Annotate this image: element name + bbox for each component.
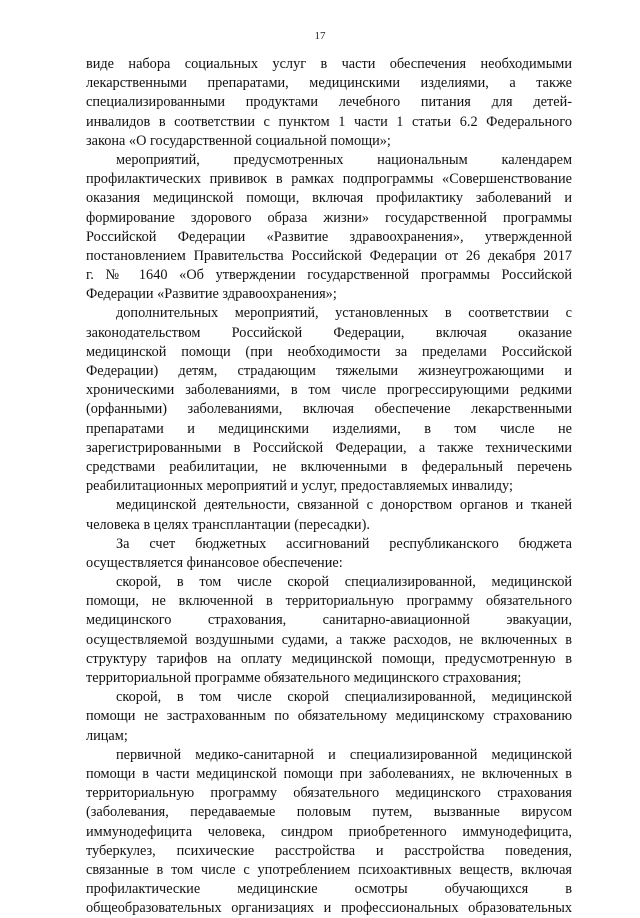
- text-line: реабилитационных мероприятий и услуг, предоставляемых инвалиду;: [86, 478, 513, 495]
- text-line: туберкулез, психические расстройства и расстройства поведения,: [86, 842, 572, 859]
- text-line: скорой, в том числе скорой специализированной, медицинской: [116, 574, 572, 591]
- text-line: осуществляемой воздушными судами, а также расходов, не включенных в: [86, 631, 572, 648]
- text-line: специализированными продуктами лечебного питания для детей-: [86, 94, 572, 111]
- text-line: скорой, в том числе скорой специализированной, медицинской: [116, 689, 572, 706]
- text-line: человека в целях трансплантации (пересадки).: [86, 516, 370, 533]
- text-line: формирование здорового образа жизни» государственной программы: [86, 209, 572, 226]
- text-line: осуществляется финансовое обеспечение:: [86, 554, 343, 571]
- text-line: оказания медицинской помощи, включая профилактику заболеваний и: [86, 190, 572, 207]
- text-line: закона «О государственной социальной помощи»;: [86, 132, 391, 149]
- text-line: лицам;: [86, 727, 128, 744]
- text-line: инвалидов в соответствии с пунктом 1 части 1 статьи 6.2 Федерального: [86, 113, 572, 130]
- text-line: г. № 1640 «Об утверждении государственной программы Российской: [86, 267, 572, 284]
- text-line: средствами реабилитации, не включенными в федеральный перечень: [86, 458, 572, 475]
- text-line: (заболевания, передаваемые половым путем, вызванные вирусом: [86, 804, 572, 821]
- text-line: первичной медико-санитарной и специализированной медицинской: [116, 746, 572, 763]
- text-line: постановлением Правительства Российской Федерации от 26 декабря 2017: [86, 247, 572, 264]
- text-line: За счет бюджетных ассигнований республиканского бюджета: [116, 535, 572, 552]
- text-line: помощи не застрахованным по обязательному медицинскому страхованию: [86, 708, 572, 725]
- text-line: структуру тарифов на оплату медицинской помощи, предусмотренную в: [86, 650, 572, 667]
- text-line: (орфанными) заболеваниями, включая обеспечение лекарственными: [86, 401, 572, 418]
- text-line: препаратами и медицинскими изделиями, в том числе не: [86, 420, 572, 437]
- text-line: дополнительных мероприятий, установленных в соответствии с: [116, 305, 572, 322]
- text-line: зарегистрированными в Российской Федерации, а также техническими: [86, 439, 572, 456]
- text-line: лекарственными препаратами, медицинскими изделиями, а также: [86, 75, 572, 92]
- text-line: виде набора социальных услуг в части обеспечения необходимыми: [86, 56, 572, 72]
- text-line: законодательством Российской Федерации, включая оказание: [86, 324, 572, 341]
- text-line: Федерации «Развитие здравоохранения»;: [86, 286, 337, 303]
- text-line: мероприятий, предусмотренных национальным календарем: [116, 151, 572, 168]
- text-line: Федерации) детям, страдающим тяжелыми жизнеугрожающими и: [86, 363, 572, 379]
- text-line: иммунодефицита человека, синдром приобретенного иммунодефицита,: [86, 823, 572, 840]
- text-line: профилактические медицинские осмотры обучающихся в: [86, 881, 572, 898]
- text-line: территориальной программе обязательного медицинского страхования;: [86, 670, 522, 686]
- text-line: общеобразовательных организациях и профессиональных образовательных: [86, 900, 572, 917]
- text-line: связанные в том числе с употреблением психоактивных веществ, включая: [86, 861, 572, 878]
- page-number: 17: [314, 30, 326, 42]
- text-line: медицинской помощи (при необходимости за пределами Российской: [86, 343, 572, 360]
- text-line: помощи в части медицинской помощи при заболеваниях, не включенных в: [86, 765, 572, 782]
- text-line: медицинского страхования, санитарно-авиационной эвакуации,: [86, 612, 572, 629]
- text-line: территориальную программу обязательного медицинского страхования: [86, 785, 572, 802]
- text-line: профилактических прививок в рамках подпрограммы «Совершенствование: [86, 171, 572, 188]
- text-line: Российской Федерации «Развитие здравоохранения», утвержденной: [86, 228, 572, 245]
- text-line: помощи, не включенной в территориальную программу обязательного: [86, 593, 572, 610]
- text-line: медицинской деятельности, связанной с донорством органов и тканей: [116, 497, 572, 514]
- body-text: [86, 55, 572, 918]
- text-line: хроническими заболеваниями, в том числе прогрессирующими редкими: [86, 382, 572, 399]
